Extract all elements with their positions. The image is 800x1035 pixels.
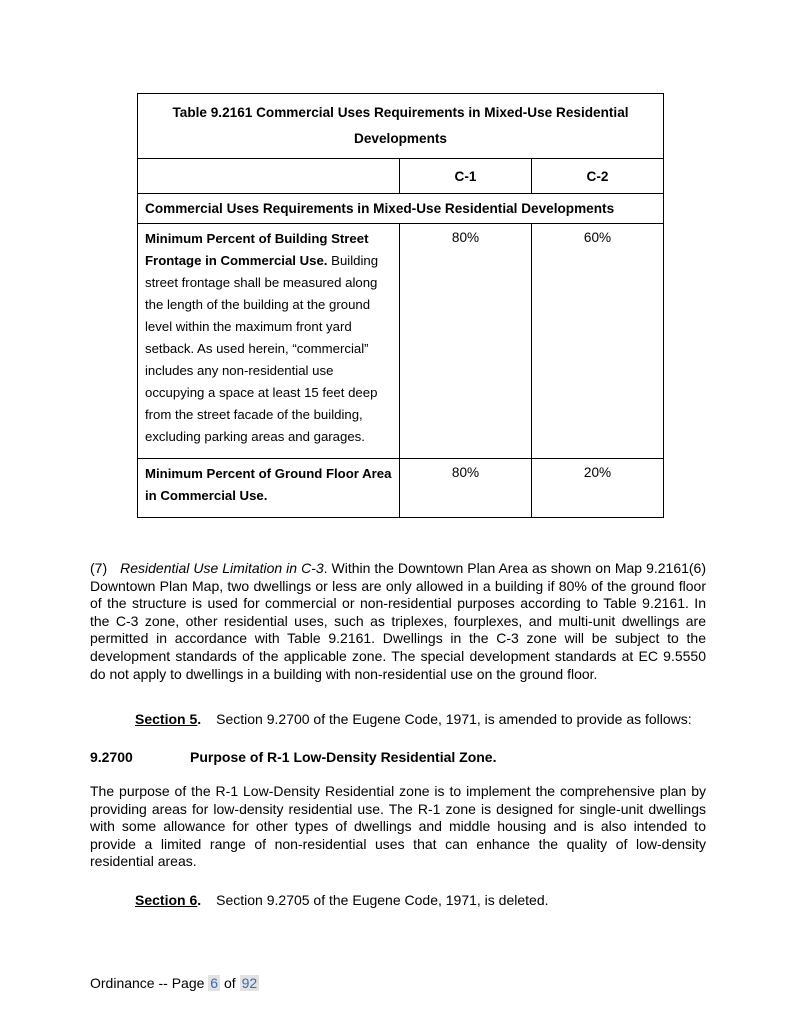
- section-6-text: Section 9.2705 of the Eugene Code, 1971, is deleted.: [216, 892, 549, 908]
- table-title-row: [138, 94, 664, 159]
- code-number: 9.2700: [90, 749, 133, 765]
- table-col-header-c1: C-1: [400, 159, 532, 194]
- row-label-bold: Minimum Percent of Ground Floor Area in Commercial Use.: [145, 466, 392, 503]
- table-column-header-row: [138, 159, 664, 194]
- row-value-c2: 20%: [532, 459, 664, 518]
- purpose-paragraph: The purpose of the R-1 Low-Density Residential zone is to implement the comprehensive plan by providing areas for low-density residential use. The R-1 zone is designed for single-unit dwellings with some allowance for other types of dwellings and middle housing and is also intended to provide a limited range of non-residential uses that can enhance the quality of low-density residential areas.: [90, 783, 706, 870]
- section-6-label: Section 6: [135, 892, 198, 908]
- code-heading: [90, 749, 706, 767]
- section-6-period: .: [197, 892, 202, 908]
- footer-prefix: Ordinance -- Page: [90, 975, 205, 991]
- section-6-line: [90, 892, 706, 910]
- paragraph-number: (7): [90, 560, 108, 576]
- table-section-header: Commercial Uses Requirements in Mixed-Use Residential Developments: [138, 194, 664, 224]
- row-value-c1: 80%: [400, 224, 532, 459]
- footer-separator: of: [223, 975, 236, 991]
- row-value-c1: 80%: [400, 459, 532, 518]
- paragraph-text: . Within the Downtown Plan Area as shown on Map 9.2161(6) Downtown Plan Map, two dwellings or less are only allowed in a building if 80% of the ground floor of the structure is used for commercial or non-residential purposes according to Table 9.2161. In the C-3 zone, other residential uses, such as triplexes, fourplexes, and multi-unit dwellings are permitted in accordance with Table 9.2161. Dwellings in the C-3 zone will be subject to the development standards of the applicable zone. The special development standards at EC 9.5550 do not apply to dwellings in a building with non-residential use on the ground floor.: [90, 560, 707, 682]
- total-pages-field: 92: [241, 975, 258, 991]
- row-label-cell: [138, 459, 400, 518]
- table-section-header-row: [138, 194, 664, 224]
- table-empty-header-cell: [138, 159, 400, 194]
- commercial-uses-table: [137, 93, 664, 518]
- code-title: Purpose of R-1 Low-Density Residential Zone.: [190, 749, 497, 765]
- table-row: [138, 224, 664, 459]
- row-label-bold: Minimum Percent of Building Street Frontage in Commercial Use.: [145, 231, 369, 268]
- page-footer: [90, 975, 706, 993]
- section-5-text: Section 9.2700 of the Eugene Code, 1971, is amended to provide as follows:: [216, 711, 692, 727]
- row-label-cell: [138, 224, 400, 459]
- paragraph-italic-title: Residential Use Limitation in C-3: [120, 560, 324, 576]
- paragraph-7: [90, 560, 706, 683]
- row-value-c2: 60%: [532, 224, 664, 459]
- section-5-label: Section 5: [135, 711, 198, 727]
- table-row: [138, 459, 664, 518]
- row-label-text: Building street frontage shall be measured along the length of the building at the ground level within the maximum front yard setback. As used herein, “commercial” includes any non-residential use occupying a space at least 15 feet deep from the street facade of the building, excluding parking areas and garages.: [145, 253, 379, 444]
- section-5-line: [90, 711, 706, 729]
- table-title: Table 9.2161 Commercial Uses Requirements in Mixed-Use Residential Developments: [138, 94, 664, 159]
- page-number-field: 6: [210, 975, 219, 991]
- section-5-period: .: [197, 711, 202, 727]
- table-col-header-c2: C-2: [532, 159, 664, 194]
